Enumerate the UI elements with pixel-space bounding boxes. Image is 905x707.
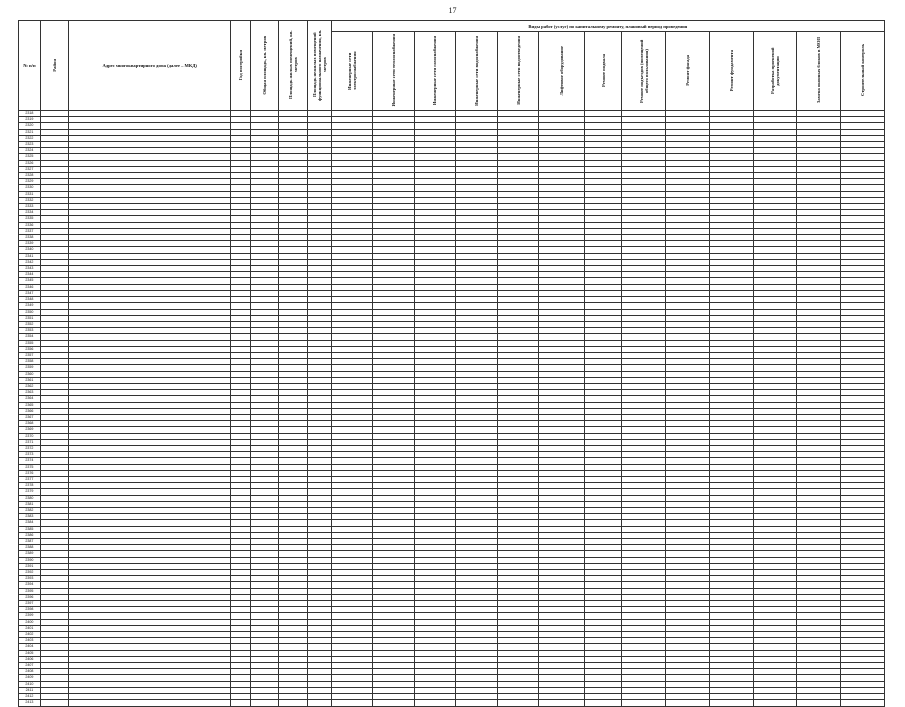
row-number: 2331 [19,191,41,197]
header-work-3: Инженерные сети газоснабжения [414,32,456,111]
row-number: 2338 [19,235,41,241]
row-number: 2397 [19,601,41,607]
header-work-10: Ремонт фундамента [709,32,753,111]
row-number: 2387 [19,539,41,545]
capital-repair-table [18,20,885,707]
row-number: 2378 [19,483,41,489]
row-number: 2334 [19,210,41,216]
row-number: 2384 [19,520,41,526]
row-number: 2358 [19,359,41,365]
row-number: 2342 [19,259,41,265]
row-number: 2396 [19,594,41,600]
row-number: 2408 [19,669,41,675]
row-number: 2367 [19,414,41,420]
row-cell [40,700,68,706]
row-number: 2355 [19,340,41,346]
row-number: 2410 [19,681,41,687]
row-number: 2386 [19,532,41,538]
row-number: 2344 [19,272,41,278]
row-number: 2370 [19,433,41,439]
header-year: Год постройки [231,21,251,111]
header-works-group: Виды работ (услуг) по капитальному ремонту, плановый период проведения [331,21,884,32]
row-number: 2348 [19,297,41,303]
row-number: 2404 [19,644,41,650]
row-number: 2336 [19,222,41,228]
row-number: 2411 [19,687,41,693]
row-number: 2325 [19,154,41,160]
row-cell [414,700,456,706]
row-cell [797,700,841,706]
row-number: 2359 [19,365,41,371]
header-living-area: Площадь жилых помещений, кв. метров [279,21,307,111]
row-number: 2398 [19,607,41,613]
row-number: 2382 [19,508,41,514]
header-work-1: Инженерные сети электроснабжения [331,32,373,111]
row-number: 2339 [19,241,41,247]
row-number: 2354 [19,334,41,340]
row-number: 2327 [19,166,41,172]
row-number: 2326 [19,160,41,166]
header-work-4: Инженерные сети водоснабжения [456,32,498,111]
row-cell [753,700,797,706]
row-cell [307,700,331,706]
row-number: 2383 [19,514,41,520]
row-number: 2406 [19,656,41,662]
table-body [19,111,885,707]
row-number: 2388 [19,545,41,551]
row-number: 2377 [19,476,41,482]
row-cell [585,700,622,706]
row-number: 2350 [19,309,41,315]
row-number: 2337 [19,228,41,234]
row-number: 2324 [19,148,41,154]
row-cell [622,700,666,706]
row-number: 2375 [19,464,41,470]
row-cell [709,700,753,706]
row-number: 2341 [19,253,41,259]
row-number: 2335 [19,216,41,222]
row-number: 2333 [19,204,41,210]
row-cell [456,700,498,706]
table-header [19,21,885,111]
row-number: 2391 [19,563,41,569]
row-number: 2343 [19,266,41,272]
row-number: 2409 [19,675,41,681]
row-number: 2395 [19,588,41,594]
row-number: 2345 [19,278,41,284]
page-number: 17 [448,6,457,15]
row-number: 2390 [19,557,41,563]
row-number: 2361 [19,377,41,383]
table-row [19,700,885,706]
header-total-area: Общая площадь, кв. метров [250,21,278,111]
row-number: 2349 [19,303,41,309]
row-number: 2347 [19,290,41,296]
row-number: 2394 [19,582,41,588]
header-district: Район [40,21,68,111]
header-work-6: Лифтовое оборудование [539,32,585,111]
row-number: 2353 [19,328,41,334]
row-cell [840,700,884,706]
row-number: 2323 [19,142,41,148]
row-cell [250,700,278,706]
row-number: 2413 [19,700,41,706]
header-work-8: Ремонт подъездов (помещений общего пользования) [622,32,666,111]
row-number: 2346 [19,284,41,290]
row-number: 2319 [19,117,41,123]
row-cell [279,700,307,706]
row-number: 2405 [19,650,41,656]
row-number: 2360 [19,371,41,377]
header-work-2: Инженерные сети теплоснабжения [373,32,415,111]
row-number: 2351 [19,315,41,321]
row-number: 2366 [19,408,41,414]
row-number: 2322 [19,135,41,141]
row-number: 2381 [19,501,41,507]
row-number: 2403 [19,638,41,644]
row-number: 2399 [19,613,41,619]
row-number: 2392 [19,570,41,576]
row-number: 2332 [19,197,41,203]
row-cell [497,700,539,706]
row-number: 2352 [19,321,41,327]
row-cell [539,700,585,706]
row-number: 2330 [19,185,41,191]
row-address [69,700,231,706]
registry-sheet [18,20,885,705]
row-cell [373,700,415,706]
row-cell [231,700,251,706]
header-work-11: Разработка проектной документации [753,32,797,111]
row-number: 2380 [19,495,41,501]
row-cell [331,700,373,706]
row-number: 2369 [19,427,41,433]
header-number: № п/п [19,21,41,111]
row-number: 2376 [19,470,41,476]
row-number: 2400 [19,619,41,625]
row-number: 2357 [19,352,41,358]
row-number: 2393 [19,576,41,582]
row-number: 2362 [19,383,41,389]
row-number: 2371 [19,439,41,445]
row-number: 2364 [19,396,41,402]
header-work-9: Ремонт фасада [666,32,710,111]
row-number: 2356 [19,346,41,352]
row-number: 2318 [19,111,41,117]
row-number: 2321 [19,129,41,135]
row-number: 2368 [19,421,41,427]
header-work-12: Замена оконных блоков в МОП [797,32,841,111]
row-number: 2365 [19,402,41,408]
row-number: 2385 [19,526,41,532]
row-number: 2320 [19,123,41,129]
header-work-5: Инженерные сети водоотведения [497,32,539,111]
row-number: 2402 [19,632,41,638]
row-cell [666,700,710,706]
row-number: 2412 [19,694,41,700]
row-number: 2373 [19,452,41,458]
row-number: 2407 [19,663,41,669]
header-work-13: Строительный контроль [840,32,884,111]
row-number: 2389 [19,551,41,557]
row-number: 2379 [19,489,41,495]
row-number: 2374 [19,458,41,464]
row-number: 2363 [19,390,41,396]
row-number: 2372 [19,445,41,451]
row-number: 2401 [19,625,41,631]
row-number: 2329 [19,179,41,185]
header-nonresidential-area: Площадь нежилых помещений функционального назначения, кв. метров [307,21,331,111]
row-number: 2328 [19,173,41,179]
header-work-7: Ремонт подвала [585,32,622,111]
header-address: Адрес многоквартирного дома (далее – МКД) [69,21,231,111]
row-number: 2340 [19,247,41,253]
